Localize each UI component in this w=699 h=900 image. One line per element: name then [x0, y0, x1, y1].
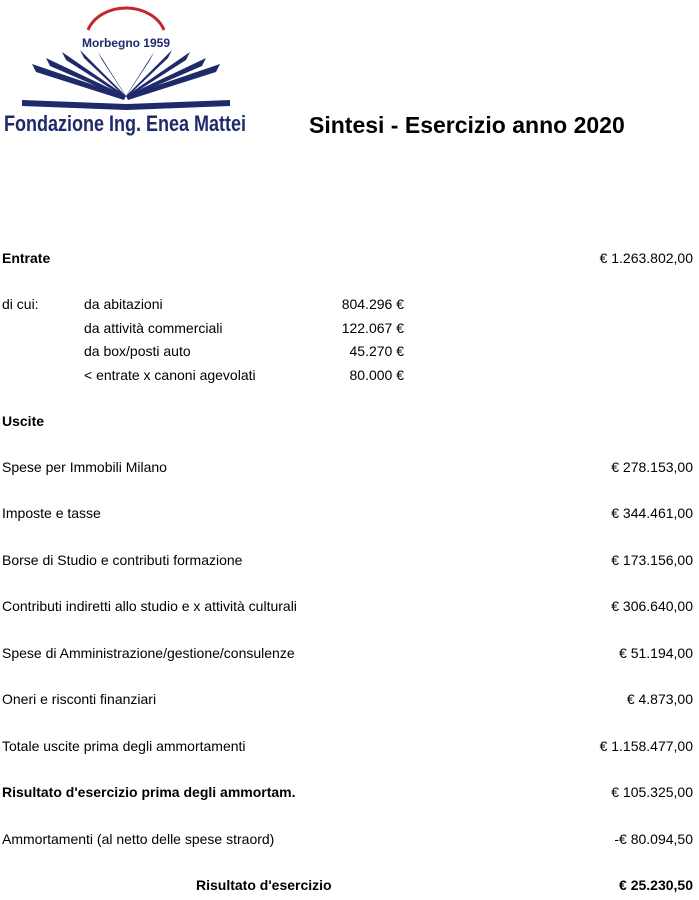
uscite-row-label: Borse di Studio e contributi formazione — [2, 552, 243, 568]
uscite-row-value: € 306.640,00 — [611, 598, 693, 614]
ammortamenti-label: Ammortamenti (al netto delle spese straord) — [2, 831, 275, 847]
risultato-label: Risultato d'esercizio — [196, 877, 332, 893]
uscite-row-label: Contributi indiretti allo studio e x attività culturali — [2, 598, 297, 614]
uscite-total-label: Totale uscite prima degli ammortamenti — [2, 738, 246, 754]
uscite-row-value: € 278.153,00 — [611, 459, 693, 475]
uscite-row-value: € 4.873,00 — [626, 691, 693, 707]
uscite-total-value: € 1.158.477,00 — [599, 738, 693, 754]
risultato-pre-value: € 105.325,00 — [611, 784, 693, 800]
uscite-row-label: Oneri e risconti finanziari — [2, 691, 157, 707]
uscite-row-value: € 51.194,00 — [619, 645, 693, 661]
entrate-total: € 1.263.802,00 — [599, 250, 693, 266]
detail-value: 804.296 € — [341, 296, 404, 312]
detail-value: 45.270 € — [349, 343, 404, 359]
detail-label: < entrate x canoni agevolati — [84, 367, 256, 383]
uscite-label: Uscite — [2, 413, 45, 429]
detail-value: 80.000 € — [349, 367, 404, 383]
risultato-pre-label: Risultato d'esercizio prima degli ammortam. — [2, 784, 296, 800]
logo-name: Fondazione Ing. Enea Mattei — [4, 111, 246, 136]
logo-arc — [88, 8, 164, 30]
page-title: Sintesi - Esercizio anno 2020 — [309, 112, 625, 138]
risultato-value: € 25.230,50 — [619, 877, 693, 893]
uscite-row-value: € 173.156,00 — [611, 552, 693, 568]
detail-label: da attività commerciali — [84, 320, 223, 336]
detail-label: da box/posti auto — [84, 343, 191, 359]
detail-label: da abitazioni — [84, 296, 163, 312]
uscite-row-label: Spese di Amministrazione/gestione/consulenze — [2, 645, 295, 661]
detail-value: 122.067 € — [341, 320, 404, 336]
logo-motto: Morbegno 1959 — [81, 36, 171, 50]
entrate-label: Entrate — [2, 250, 51, 266]
ammortamenti-value: -€ 80.094,50 — [614, 831, 693, 847]
dicui-label: di cui: — [2, 296, 39, 312]
open-book-icon — [22, 50, 230, 110]
uscite-row-value: € 344.461,00 — [611, 505, 693, 521]
uscite-row-label: Spese per Immobili Milano — [2, 459, 167, 475]
foundation-logo — [2, 0, 252, 140]
uscite-row-label: Imposte e tasse — [2, 505, 101, 521]
